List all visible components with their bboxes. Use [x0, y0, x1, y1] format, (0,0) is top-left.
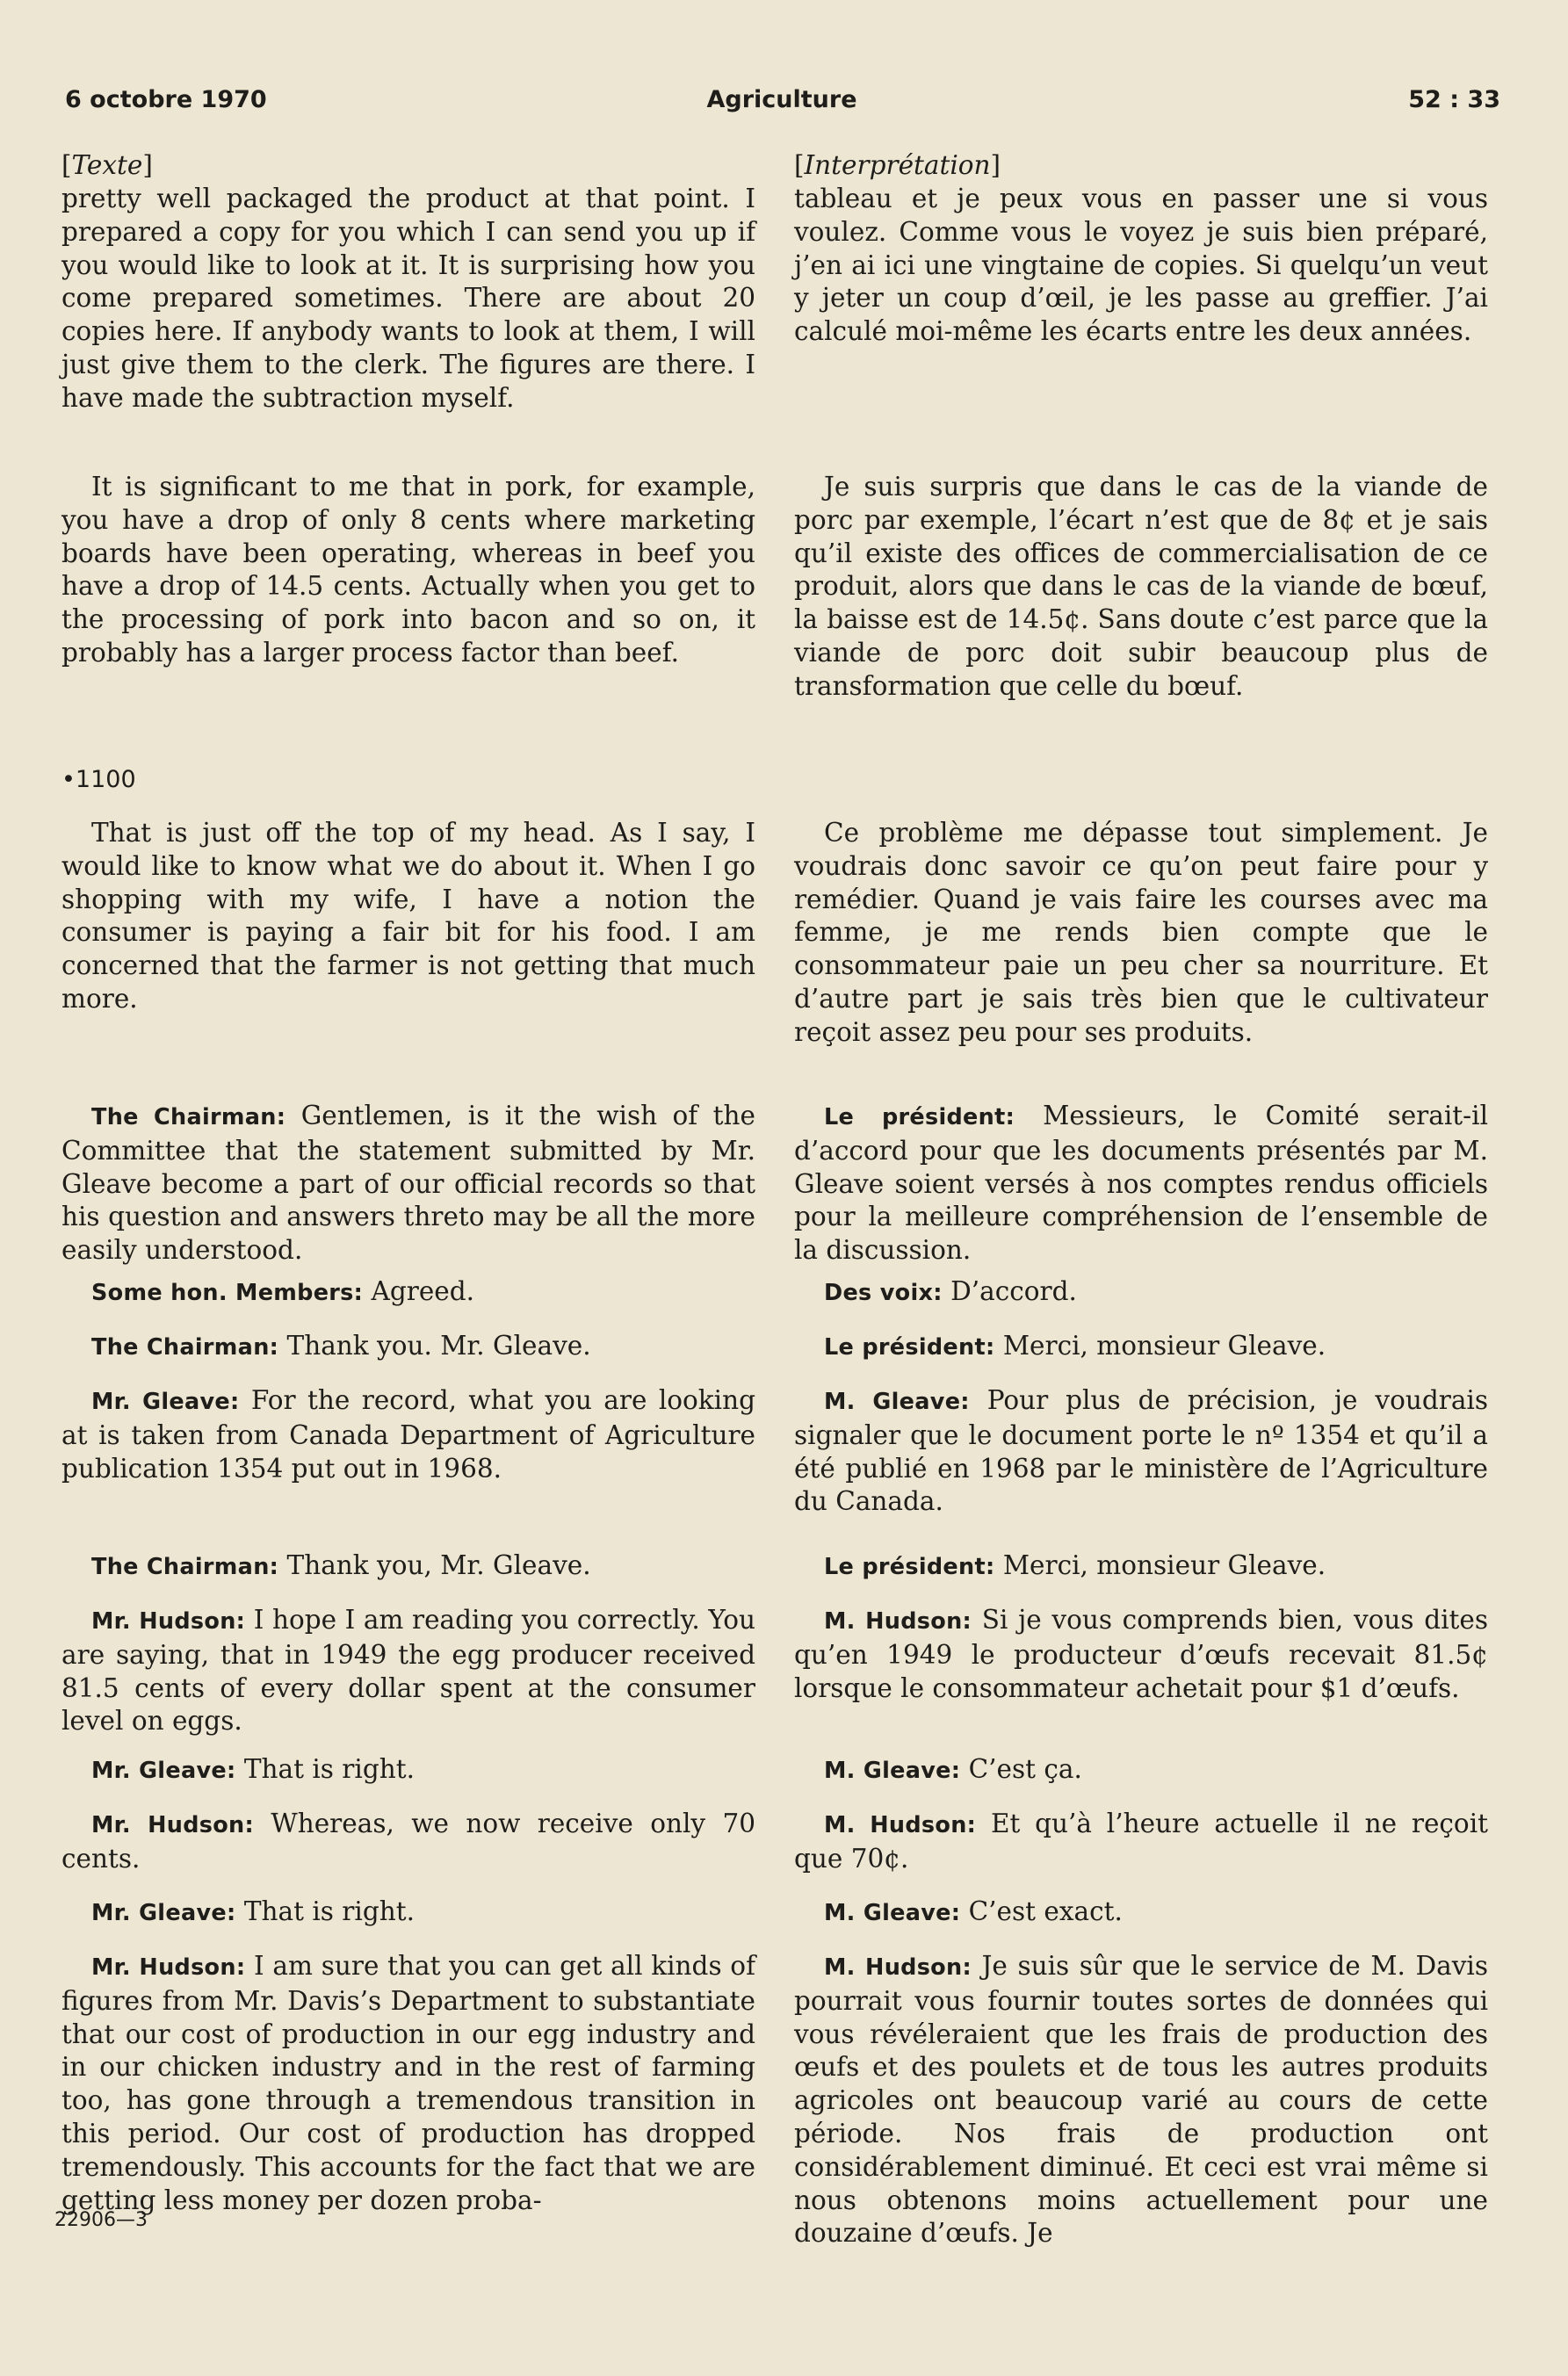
dialogue-text: Agreed.: [363, 1276, 475, 1306]
french-paragraph-1: [794, 183, 1488, 349]
header-page-number: 52 : 33: [1408, 86, 1500, 113]
dialogue-text: D’accord.: [942, 1276, 1077, 1306]
speaker-label: The Chairman:: [91, 1334, 279, 1361]
speaker-label: Le président:: [824, 1104, 1015, 1130]
speaker-label: Mr. Hudson:: [91, 1608, 246, 1635]
dialogue-text: Si je vous comprends bien, vous dites qu’en 1949 le producteur d’œufs recevait 81.5¢ lorsque le consommateur achetait pour $1 d’œufs.: [794, 1605, 1488, 1703]
french-marker: [Interprétation]: [794, 150, 1001, 180]
speaker-label: Mr. Hudson:: [91, 1954, 246, 1981]
speaker-label: Le président:: [824, 1334, 995, 1361]
timestamp-text: •1100: [61, 766, 136, 793]
french-paragraph-3: [794, 817, 1488, 1050]
speaker-label: M. Hudson:: [824, 1954, 972, 1981]
dialogue-text: Merci, monsieur Gleave.: [994, 1550, 1326, 1580]
french-dialogue-9: [794, 1896, 1488, 1931]
page: [61, 79, 1502, 2328]
dialogue-text: I am sure that you can get all kinds of figures from Mr. Davis’s Department to substantiate that our cost of production in our egg industry and in our chicken industry and in the rest of farming too, has gone through a tremendous transition in this period. Our cost of production has dropped tremendously. This accounts for the fact that we are getting less money per dozen proba-: [61, 1951, 755, 2215]
french-dialogue-6: [794, 1604, 1488, 1705]
french-dialogue-3: [794, 1330, 1488, 1365]
english-paragraph-1: [61, 183, 755, 415]
dialogue-text: Thank you, Mr. Gleave.: [278, 1550, 591, 1580]
french-dialogue-2: [794, 1275, 1488, 1311]
speaker-label: Des voix:: [824, 1280, 943, 1306]
english-dialogue-10: [61, 1950, 755, 2217]
speaker-label: The Chairman:: [91, 1104, 286, 1130]
dialogue-text: Et qu’à l’heure actuelle il ne reçoit que 70¢.: [794, 1809, 1488, 1874]
french-dialogue-10: [794, 1950, 1488, 2250]
english-paragraph-2: [61, 471, 755, 670]
english-dialogue-6: [61, 1604, 755, 1738]
speaker-label: Mr. Gleave:: [91, 1758, 236, 1784]
dialogue-text: Whereas, we now receive only 70 cents.: [61, 1809, 756, 1874]
french-marker-text: Interprétation: [804, 150, 991, 180]
english-paragraph-2-text: It is significant to me that in pork, for example, you have a drop of only 8 cents where marketing boards have been operating, whereas in beef you have a drop of 14.5 cents. Actually when you get to the processing of pork into bacon and so on, it probably has a larger process factor than beef.: [61, 472, 755, 668]
french-dialogue-8: [794, 1808, 1488, 1876]
speaker-label: Some hon. Members:: [91, 1280, 364, 1306]
english-dialogue-3: [61, 1330, 755, 1365]
dialogue-text: Messieurs, le Comité serait-il d’accord pour que les documents présentés par M. Gleave soient versés à nos comptes rendus officiels pour la meilleure compréhension de l’ensemble de la discussion.: [794, 1101, 1489, 1266]
speaker-label: M. Gleave:: [824, 1900, 961, 1926]
french-dialogue-4: [794, 1384, 1488, 1519]
dialogue-text: That is right.: [235, 1754, 415, 1784]
dialogue-text: Pour plus de précision, je voudrais signaler que le document porte le nº 1354 et qu’il a été publié en 1968 par le ministère de l’Agriculture du Canada.: [794, 1385, 1488, 1517]
french-paragraph-2-text: Je suis surpris que dans le cas de la viande de porc par exemple, l’écart n’est que de 8¢ et je sais qu’il existe des offices de commercialisation de ce produit, alors que dans le cas de la viande de bœuf, la baisse est de 14.5¢. Sans doute c’est parce que la viande de porc doit subir beaucoup plus de transformation que celle du bœuf.: [794, 472, 1488, 701]
speaker-label: M. Gleave:: [824, 1758, 961, 1784]
english-dialogue-4: [61, 1384, 755, 1485]
english-dialogue-1: [61, 1100, 755, 1267]
dialogue-text: Thank you. Mr. Gleave.: [278, 1331, 591, 1361]
french-dialogue-5: [794, 1549, 1488, 1585]
dialogue-text: C’est exact.: [960, 1896, 1123, 1926]
english-dialogue-8: [61, 1808, 755, 1876]
english-marker: [Texte]: [61, 150, 153, 180]
dialogue-text: I hope I am reading you correctly. You are saying, that in 1949 the egg producer received 81.5 cents of every dollar spent at the consumer level on eggs.: [61, 1605, 755, 1737]
timestamp-marker: [61, 762, 755, 797]
header-date: 6 octobre 1970: [65, 86, 267, 113]
footer-printing-code: 22906—3: [54, 2209, 148, 2231]
english-dialogue-5: [61, 1549, 755, 1585]
page-header: [61, 79, 1502, 132]
english-dialogue-2: [61, 1275, 755, 1311]
speaker-label: Le président:: [824, 1554, 995, 1580]
dialogue-text: That is right.: [235, 1896, 415, 1926]
speaker-label: M. Hudson:: [824, 1812, 977, 1838]
english-paragraph-3: [61, 817, 755, 1016]
french-paragraph-3-text: Ce problème me dépasse tout simplement. Je voudrais donc savoir ce qu’on peut faire pour y remédier. Quand je vais faire les courses avec ma femme, je me rends bien compte que le consommateur paie un peu cher sa nourriture. Et d’autre part je sais très bien que le cultivateur reçoit assez peu pour ses produits.: [794, 818, 1488, 1047]
english-dialogue-7: [61, 1753, 755, 1788]
french-paragraph-2: [794, 471, 1488, 704]
speaker-label: The Chairman:: [91, 1554, 279, 1580]
speaker-label: M. Hudson:: [824, 1608, 972, 1635]
english-dialogue-9: [61, 1896, 755, 1931]
speaker-label: M. Gleave:: [824, 1389, 970, 1415]
english-paragraph-3-text: That is just off the top of my head. As I say, I would like to know what we do about it. When I go shopping with my wife, I have a notion the consumer is paying a fair bit for his food. I am concerned that the farmer is not getting that much more.: [61, 818, 755, 1014]
dialogue-text: C’est ça.: [960, 1754, 1082, 1784]
speaker-label: Mr. Gleave:: [91, 1389, 240, 1415]
speaker-label: Mr. Gleave:: [91, 1900, 236, 1926]
dialogue-text: Merci, monsieur Gleave.: [994, 1331, 1326, 1361]
french-paragraph-1-text: tableau et je peux vous en passer une si vous voulez. Comme vous le voyez je suis bien préparé, j’en ai ici une vingtaine de copies. Si quelqu’un veut y jeter un coup d’œil, je les passe au greffier. J’ai calculé moi-même les écarts entre les deux années.: [794, 184, 1488, 347]
english-paragraph-1-text: pretty well packaged the product at that point. I prepared a copy for you which I can send you up if you would like to look at it. It is surprising how you come prepared sometimes. There are about 20 copies here. If anybody wants to look at them, I will just give them to the clerk. The figures are there. I have made the subtraction myself.: [61, 184, 755, 413]
french-dialogue-7: [794, 1753, 1488, 1788]
dialogue-text: Je suis sûr que le service de M. Davis pourrait vous fournir toutes sortes de données qui vous révéleraient que les frais de production des œufs et des poulets et de tous les autres produits agricoles ont beaucoup varié au cours de cette période. Nos frais de production ont considérablement diminué. Et ceci est vrai même si nous obtenons moins actuellement pour une douzaine d’œufs. Je: [794, 1951, 1488, 2249]
english-marker-text: Texte: [71, 150, 143, 180]
header-title: Agriculture: [706, 86, 857, 113]
speaker-label: Mr. Hudson:: [91, 1812, 254, 1838]
dialogue-text: For the record, what you are looking at is taken from Canada Department of Agriculture publication 1354 put out in 1968.: [61, 1385, 755, 1484]
dialogue-text: Gentlemen, is it the wish of the Committee that the statement submitted by Mr. Gleave become a part of our official records so that his question and answers threto may be all the more easily understood.: [61, 1101, 755, 1266]
french-dialogue-1: [794, 1100, 1488, 1267]
